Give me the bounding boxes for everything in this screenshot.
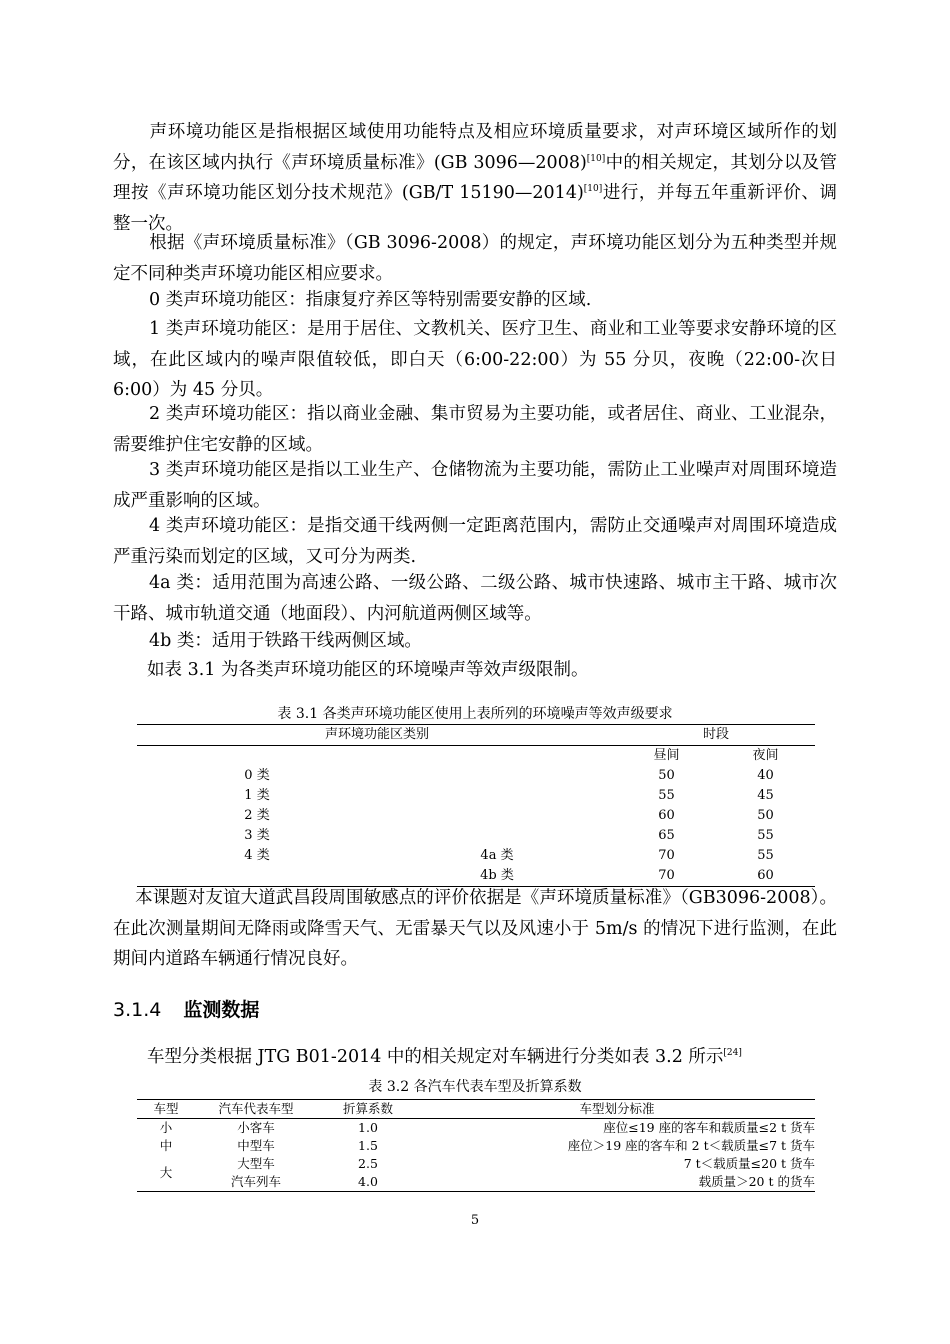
cell-category: 3 类 (244, 828, 270, 843)
cell-subcategory: 4a 类 (480, 848, 514, 863)
cell-coefficient: 4.0 (358, 1174, 378, 1189)
section-heading (113, 995, 259, 1022)
paragraph-table-intro: 如表 3.1 为各类声环境功能区的环境噪声等效声级限制。 (147, 660, 589, 680)
cell-category: 0 类 (244, 768, 270, 783)
cell-representative: 大型车 (237, 1156, 275, 1171)
cell-day: 50 (658, 768, 675, 783)
cell-night: 60 (757, 868, 774, 883)
cell-standard: 座位＞19 座的客车和 2 t＜载质量≤7 t 货车 (567, 1138, 815, 1153)
cell-night: 55 (757, 828, 774, 843)
cell-type: 中 (159, 1138, 173, 1153)
table-row (137, 786, 815, 806)
table-row (137, 766, 815, 786)
cell-type: 小 (159, 1120, 173, 1135)
cell-subcategory (377, 786, 617, 806)
paragraph-vehicle-classification: 车型分类根据 JTG B01-2014 中的相关规定对车辆进行分类如表 3.2 所示[24] (147, 1047, 742, 1067)
noise-limit-table (137, 724, 815, 887)
cell-category: 2 类 (244, 808, 270, 823)
paragraph-category-1: 1 类声环境功能区：是用于居住、文教机关、医疗卫生、商业和工业等要求安静环境的区域，在此区域内的噪声限值较低，即白天（6:00-22:00）为 55 分贝，夜晚（22:00-次日 6:00）为 45 分贝。 (113, 319, 837, 400)
header-category: 声环境功能区类别 (137, 725, 617, 746)
cell-category: 1 类 (244, 788, 270, 803)
table2-caption: 表 3.2 各汽车代表车型及折算系数 (368, 1079, 582, 1095)
cell-subcategory (377, 766, 617, 786)
header-day: 昼间 (653, 748, 680, 763)
table-row (137, 1173, 815, 1192)
header-representative-vehicle: 汽车代表车型 (195, 1100, 317, 1119)
paragraph-category-0: 0 类声环境功能区：指康复疗养区等特别需要安静的区域. (149, 290, 592, 310)
page-number: 5 (470, 1213, 480, 1228)
table-row (137, 806, 815, 826)
cell-night: 45 (757, 788, 774, 803)
cell-category: 4 类 (244, 848, 270, 863)
cell-subcategory (377, 826, 617, 846)
paragraph-evaluation-basis: 本课题对友谊大道武昌段周围敏感点的评价依据是《声环境质量标准》（GB3096-2008）。在此次测量期间无降雨或降雪天气、无雷暴天气以及风速小于 5m/s 的情况下进行监测，在此期间内道路车辆通行情况良好。 (113, 888, 837, 969)
header-period: 时段 (617, 725, 815, 746)
cell-coefficient: 2.5 (358, 1156, 378, 1171)
cell-day: 55 (658, 788, 675, 803)
section-title: 监测数据 (183, 999, 260, 1021)
table-row (137, 1155, 815, 1173)
citation-ref: [10] (583, 184, 603, 195)
paragraph-category-3: 3 类声环境功能区是指以工业生产、仓储物流为主要功能，需防止工业噪声对周围环境造成严重影响的区域。 (113, 460, 837, 511)
table-row (137, 826, 815, 846)
cell-day: 70 (658, 848, 675, 863)
cell-standard: 座位≤19 座的客车和载质量≤2 t 货车 (603, 1120, 815, 1135)
cell-day: 65 (658, 828, 675, 843)
cell-night: 40 (757, 768, 774, 783)
table-row (137, 1119, 815, 1138)
cell-subcategory: 4b 类 (480, 868, 514, 883)
citation-ref: [24] (723, 1048, 742, 1059)
table-row (137, 1137, 815, 1155)
section-number: 3.1.4 (113, 999, 162, 1021)
cell-standard: 载质量＞20 t 的货车 (698, 1174, 815, 1189)
cell-day: 70 (658, 868, 675, 883)
cell-coefficient: 1.0 (358, 1120, 378, 1135)
cell-type: 大 (159, 1165, 173, 1180)
cell-coefficient: 1.5 (358, 1138, 378, 1153)
table1-caption: 表 3.1 各类声环境功能区使用上表所列的环境噪声等效声级要求 (277, 706, 673, 722)
table-row (137, 846, 815, 866)
paragraph-category-4b: 4b 类：适用于铁路干线两侧区域。 (149, 631, 422, 651)
citation-ref: [10] (586, 153, 606, 164)
header-night: 夜间 (752, 748, 779, 763)
paragraph-category-2: 2 类声环境功能区：指以商业金融、集市贸易为主要功能，或者居住、商业、工业混杂，需要维护住宅安静的区域。 (113, 404, 837, 455)
header-vehicle-type: 车型 (137, 1100, 195, 1119)
paragraph-functional-zone-definition: 声环境功能区是指根据区域使用功能特点及相应环境质量要求，对声环境区域所作的划分，在该区域内执行《声环境质量标准》(GB 3096—2008)[10]中的相关规定，其划分以及管理按《声环境功能区划分技术规范》(GB/T 15190—2014)[10]进行，并每五年重新评价、调整一次。 (113, 122, 837, 234)
cell-day: 60 (658, 808, 675, 823)
cell-representative: 汽车列车 (230, 1174, 281, 1189)
paragraph-category-4: 4 类声环境功能区：是指交通干线两侧一定距离范围内，需防止交通噪声对周围环境造成严重污染而划定的区域，又可分为两类. (113, 516, 837, 567)
cell-representative: 中型车 (237, 1138, 275, 1153)
paragraph-category-4a: 4a 类：适用范围为高速公路、一级公路、二级公路、城市快速路、城市主干路、城市次干路、城市轨道交通（地面段）、内河航道两侧区域等。 (113, 573, 837, 624)
cell-standard: 7 t＜载质量≤20 t 货车 (683, 1156, 815, 1171)
cell-night: 50 (757, 808, 774, 823)
vehicle-type-table (137, 1099, 815, 1192)
header-conversion-coefficient: 折算系数 (317, 1100, 419, 1119)
cell-subcategory (377, 806, 617, 826)
cell-representative: 小客车 (237, 1120, 275, 1135)
header-classification-standard: 车型划分标准 (419, 1100, 815, 1119)
cell-night: 55 (757, 848, 774, 863)
paragraph-five-categories: 根据《声环境质量标准》（GB 3096-2008）的规定，声环境功能区划分为五种类型并规定不同种类声环境功能区相应要求。 (113, 233, 837, 284)
